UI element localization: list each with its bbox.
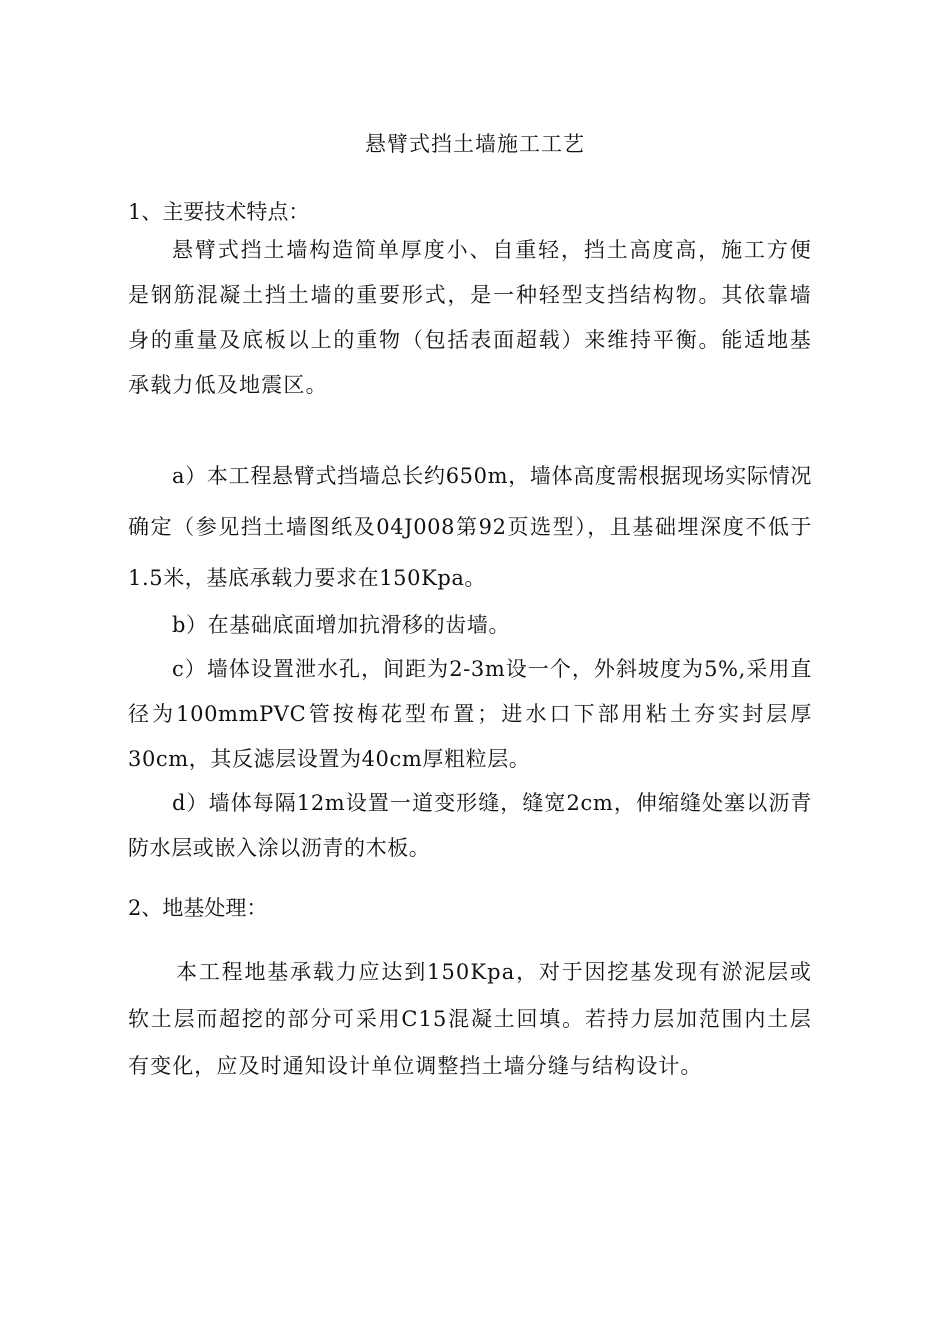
section-1-item-b: b）在基础底面增加抗滑移的齿墙。 (172, 613, 511, 637)
section-1-item-d: d）墙体每隔12m设置一道变形缝，缝宽2cm，伸缩缝处塞以沥青防水层或嵌入涂以沥青的木板。 (128, 791, 812, 860)
document-title: 悬臂式挡土墙施工工艺 (365, 132, 585, 156)
section-heading-2: 2、地基处理： (128, 896, 268, 920)
section-1-intro-paragraph: 悬臂式挡土墙构造简单厚度小、自重轻，挡土高度高，施工方便是钢筋混凝土挡土墙的重要形式，是一种轻型支挡结构物。其依靠墙身的重量及底板以上的重物（包括表面超载）来维持平衡。能适地基承载力低及地震区。 (128, 238, 812, 397)
section-heading-1: 1、主要技术特点： (128, 200, 310, 224)
section-1-item-c: c）墙体设置泄水孔，间距为2-3m设一个，外斜坡度为5%,采用直径为100mmPVC管按梅花型布置；进水口下部用粘土夯实封层厚30cm，其反滤层设置为40cm厚粗粒层。 (128, 657, 812, 771)
section-2-paragraph: 本工程地基承载力应达到150Kpa，对于因挖基发现有淤泥层或软土层而超挖的部分可采用C15混凝土回填。若持力层加范围内土层有变化，应及时通知设计单位调整挡土墙分缝与结构设计。 (128, 960, 812, 1078)
section-1-item-a: a）本工程悬臂式挡墙总长约650m，墙体高度需根据现场实际情况确定（参见挡土墙图纸及04J008第92页选型），且基础埋深度不低于1.5米，基底承载力要求在150Kpa。 (128, 464, 812, 590)
